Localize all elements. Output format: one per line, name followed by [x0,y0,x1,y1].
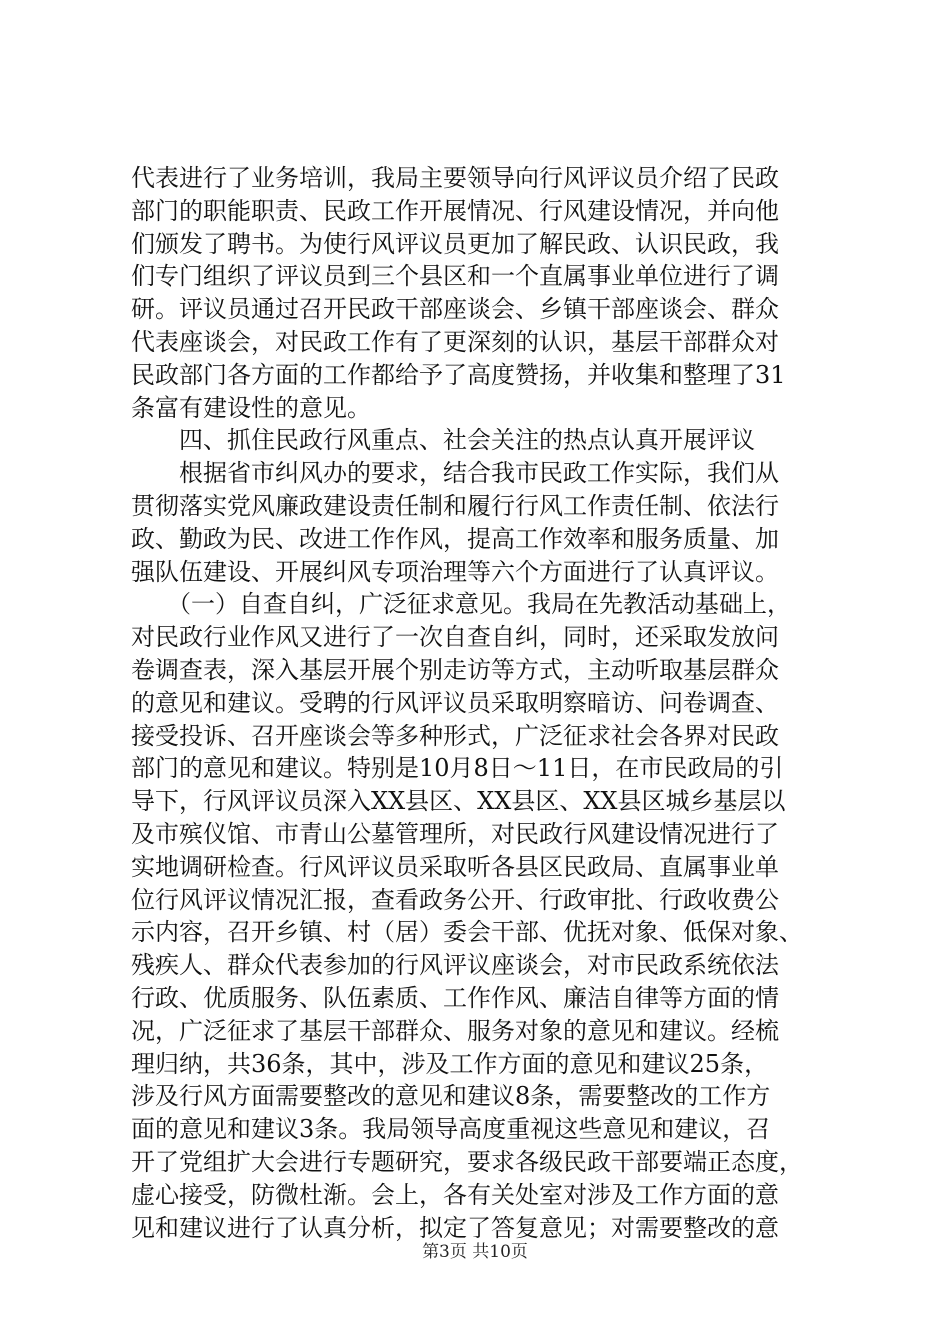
text-line: 示内容，召开乡镇、村（居）委会干部、优抚对象、低保对象、 [131,918,803,947]
page-number-footer: 第3页 共10页 [422,1242,528,1262]
text-line: 根据省市纠风办的要求，结合我市民政工作实际，我们从 [131,459,779,488]
text-line: 见和建议进行了认真分析，拟定了答复意见；对需要整改的意 [131,1213,779,1242]
subsection-line: （一）自查自纠，广泛征求意见。我局在先教活动基础上， [131,590,791,619]
text-line: 接受投诉、召开座谈会等多种形式，广泛征求社会各界对民政 [131,721,779,750]
text-line: 部门的职能职责、民政工作开展情况、行风建设情况，并向他 [131,196,779,225]
text-line: 虚心接受，防微杜渐。会上，各有关处室对涉及工作方面的意 [131,1180,779,1209]
text-line: 研。评议员通过召开民政干部座谈会、乡镇干部座谈会、群众 [131,295,779,324]
section-heading: 四、抓住民政行风重点、社会关注的热点认真开展评议 [131,426,755,455]
text-line: 代表进行了业务培训，我局主要领导向行风评议员介绍了民政 [131,164,779,192]
text-line: 贯彻落实党风廉政建设责任制和履行行风工作责任制、依法行 [131,491,779,520]
text-line: 的意见和建议。受聘的行风评议员采取明察暗访、问卷调查、 [131,688,779,717]
text-line: 及市殡仪馆、市青山公墓管理所，对民政行风建设情况进行了 [131,819,779,848]
text-line: 卷调查表，深入基层开展个别走访等方式，主动听取基层群众 [131,655,779,684]
text-line: 们颁发了聘书。为使行风评议员更加了解民政、认识民政，我 [131,229,779,258]
text-line: 实地调研检查。行风评议员采取听各县区民政局、直属事业单 [131,852,779,881]
text-line: 涉及行风方面需要整改的意见和建议8条，需要整改的工作方 [131,1082,771,1111]
text-line: 面的意见和建议3条。我局领导高度重视这些意见和建议，召 [131,1115,771,1144]
text-line: 导下，行风评议员深入XX县区、XX县区、XX县区城乡基层以 [131,787,786,816]
body-text [131,162,831,1244]
text-line: 部门的意见和建议。特别是10月8日～11日，在市民政局的引 [131,754,784,783]
text-line: 理归纳，共36条，其中，涉及工作方面的意见和建议25条， [131,1049,769,1078]
text-line: 位行风评议情况汇报，查看政务公开、行政审批、行政收费公 [131,885,779,914]
text-line: 代表座谈会，对民政工作有了更深刻的认识，基层干部群众对 [131,327,779,356]
text-line: 况，广泛征求了基层干部群众、服务对象的意见和建议。经梳 [131,1016,779,1045]
text-line: 强队伍建设、开展纠风专项治理等六个方面进行了认真评议。 [131,557,779,586]
text-line: 对民政行业作风又进行了一次自查自纠，同时，还采取发放问 [131,623,779,652]
text-line: 们专门组织了评议员到三个县区和一个直属事业单位进行了调 [131,262,779,291]
text-line: 政、勤政为民、改进工作作风，提高工作效率和服务质量、加 [131,524,779,553]
text-line: 条富有建设性的意见。 [131,393,371,422]
text-line: 民政部门各方面的工作都给予了高度赞扬，并收集和整理了31 [131,360,786,389]
text-line: 开了党组扩大会进行专题研究，要求各级民政干部要端正态度， [131,1147,803,1176]
text-line: 残疾人、群众代表参加的行风评议座谈会，对市民政系统依法 [131,951,779,980]
text-line: 行政、优质服务、队伍素质、工作作风、廉洁自律等方面的情 [131,983,779,1012]
